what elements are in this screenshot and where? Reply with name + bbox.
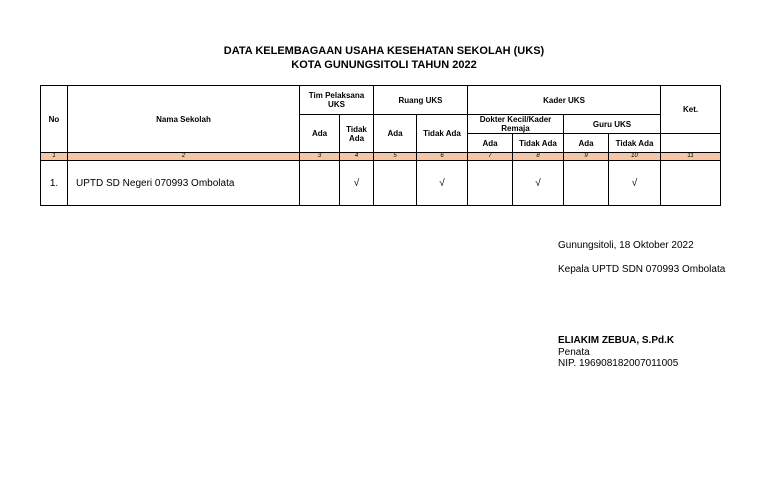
- document-title: DATA KELEMBAGAAN USAHA KESEHATAN SEKOLAH (UKS): [223, 45, 545, 57]
- header-guru-uks: Guru UKS: [564, 115, 661, 134]
- header-tim-ada: Ada: [300, 115, 340, 153]
- column-number: 9: [564, 153, 609, 161]
- signature-nip: NIP. 196908182007011005: [558, 358, 679, 369]
- signature-place-date: Gunungsitoli, 18 Oktober 2022: [558, 240, 694, 251]
- row-tim-ada: [300, 161, 340, 206]
- signature-name: ELIAKIM ZEBUA, S.Pd.K: [558, 335, 675, 346]
- header-ruang-uks: Ruang UKS: [374, 86, 468, 115]
- header-tim-pelaksana: Tim Pelaksana UKS: [300, 86, 374, 115]
- header-kader-uks: Kader UKS: [468, 86, 661, 115]
- header-row-1: [41, 86, 721, 115]
- row-dokter-ada: [468, 161, 513, 206]
- column-number: 10: [609, 153, 661, 161]
- table-row: [41, 161, 721, 206]
- header-ruang-tidak-ada: Tidak Ada: [417, 115, 468, 153]
- header-no: No: [41, 86, 68, 153]
- column-number: 5: [374, 153, 417, 161]
- column-number: 4: [340, 153, 374, 161]
- column-number-row: [41, 153, 721, 161]
- row-dokter-tidak-ada: √: [513, 161, 564, 206]
- column-number: 7: [468, 153, 513, 161]
- header-tim-tidak-ada: Tidak Ada: [340, 115, 374, 153]
- row-guru-tidak-ada: √: [609, 161, 661, 206]
- document-subtitle: KOTA GUNUNGSITOLI TAHUN 2022: [291, 59, 477, 71]
- row-tim-tidak-ada: √: [340, 161, 374, 206]
- column-number: 3: [300, 153, 340, 161]
- signature-position: Kepala UPTD SDN 070993 Ombolata: [558, 264, 726, 275]
- row-guru-ada: [564, 161, 609, 206]
- column-number: 1: [41, 153, 68, 161]
- row-no: 1.: [41, 161, 68, 206]
- header-nama-sekolah: Nama Sekolah: [68, 86, 300, 153]
- header-dokter-kecil: Dokter Kecil/Kader Remaja: [468, 115, 564, 134]
- header-dokter-ada: Ada: [468, 134, 513, 153]
- header-guru-ada: Ada: [564, 134, 609, 153]
- signature-rank: Penata: [558, 347, 590, 358]
- header-ket-blank: [661, 134, 721, 153]
- row-ruang-ada: [374, 161, 417, 206]
- row-nama-sekolah: UPTD SD Negeri 070993 Ombolata: [68, 161, 300, 206]
- header-ket: Ket.: [661, 86, 721, 134]
- row-ket: [661, 161, 721, 206]
- uks-data-table: [40, 85, 721, 206]
- row-ruang-tidak-ada: √: [417, 161, 468, 206]
- column-number: 2: [68, 153, 300, 161]
- header-guru-tidak-ada: Tidak Ada: [609, 134, 661, 153]
- header-ruang-ada: Ada: [374, 115, 417, 153]
- column-number: 6: [417, 153, 468, 161]
- column-number: 8: [513, 153, 564, 161]
- header-dokter-tidak-ada: Tidak Ada: [513, 134, 564, 153]
- column-number: 11: [661, 153, 721, 161]
